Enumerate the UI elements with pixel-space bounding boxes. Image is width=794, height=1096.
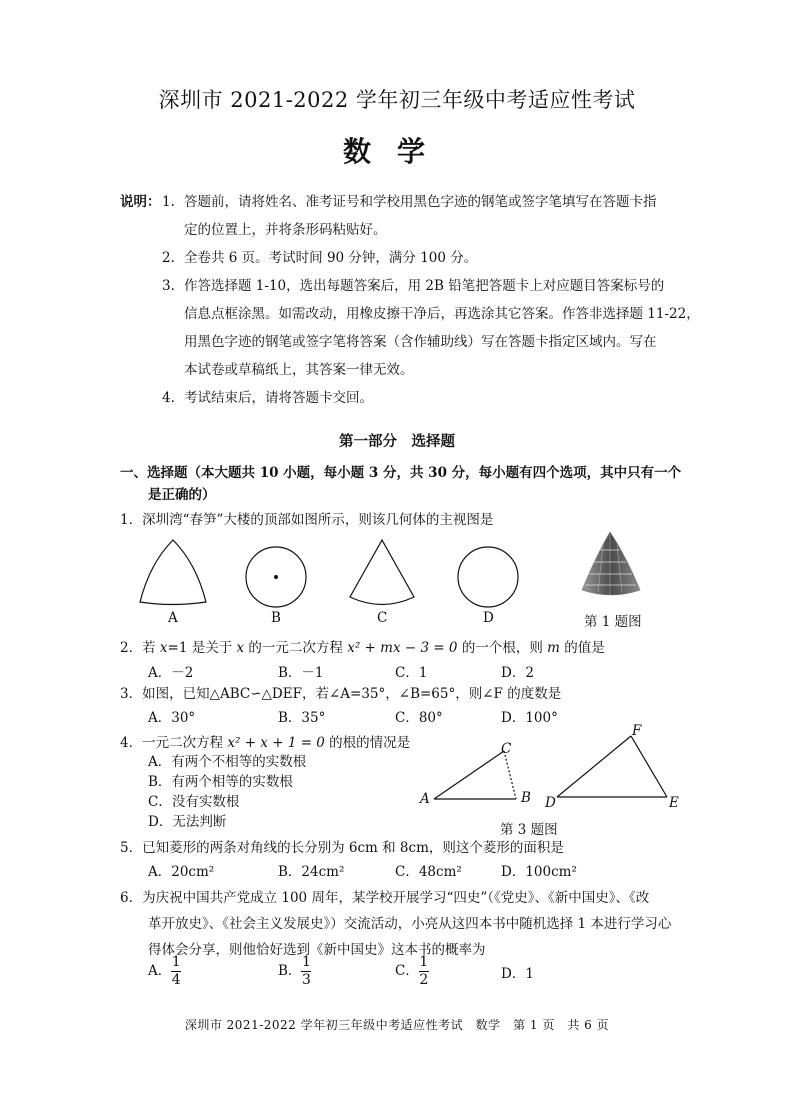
instruction-1-num: 1.	[162, 194, 175, 210]
q3-point-a: A	[420, 791, 430, 807]
q2-pre: 2．若	[120, 640, 160, 656]
q6-option-c-numerator: 1	[419, 954, 429, 970]
q2-end: 的值是	[559, 640, 605, 656]
q3-point-b: B	[521, 790, 531, 806]
q2-var-m: m	[547, 640, 560, 656]
q6-option-c-label: C．	[395, 963, 419, 979]
q6-option-d	[501, 962, 534, 982]
q3-point-d: D	[545, 795, 556, 811]
q4-option-b: B．有两个相等的实数根	[148, 774, 293, 790]
q6-option-d-label: D．	[501, 966, 526, 982]
q1-label-d: D	[483, 610, 494, 626]
q1-stem: 1．深圳湾“春笋”大楼的顶部如图所示，则该几何体的主视图是	[120, 512, 494, 528]
q1-label-b: B	[271, 610, 281, 626]
q3-option-c: C．80°	[395, 710, 443, 726]
q6-stem-line-2: 革开放史》、《社会主义发展史》）交流活动，小亮从这四本书中随机选择 1 本进行学习心	[148, 916, 672, 932]
subject-title: 数学	[342, 135, 451, 168]
q4-option-a: A．有两个不相等的实数根	[148, 754, 307, 770]
instruction-3-num: 3.	[162, 278, 175, 294]
q6-option-c	[395, 954, 429, 989]
q6-option-a-denominator: 4	[171, 972, 181, 988]
instruction-2-num: 2.	[162, 250, 175, 266]
instruction-3-line-3: 用黑色字迹的钢笔或签字笔将答案（含作辅助线）写在答题卡指定区域内。写在	[184, 334, 657, 350]
q3-side-bc	[504, 751, 516, 799]
q5-option-c: C．48cm²	[395, 864, 462, 880]
q6-option-c-denominator: 2	[419, 972, 429, 988]
q2-var-x: x	[159, 640, 168, 656]
q4-option-c: C．没有实数根	[148, 794, 240, 810]
part1-heading: 第一部分 选择题	[339, 433, 455, 450]
q6-stem-line-3: 得体会分享，则他恰好选到《新中国史》这本书的概率为	[148, 942, 486, 958]
q3-side-ac	[434, 751, 504, 799]
q4-option-d: D．无法判断	[148, 814, 227, 830]
q2-option-a: A．－2	[148, 665, 194, 681]
q6-option-b-numerator: 1	[301, 954, 311, 970]
q6-option-d-value: 1	[525, 966, 534, 982]
q3-point-f: F	[632, 723, 642, 739]
q6-option-b-denominator: 3	[301, 972, 311, 988]
q2-option-c: C．1	[395, 665, 428, 681]
q1-label-a: A	[168, 610, 178, 626]
q6-option-a	[148, 954, 181, 989]
q2-option-d: D．2	[501, 665, 534, 681]
q1-figure-caption: 第 1 题图	[584, 614, 642, 630]
q2-var-x2: x	[236, 640, 245, 656]
q5-option-d: D．100cm²	[501, 864, 577, 880]
instructions-label: 说明：	[120, 194, 161, 210]
instruction-3-line-1: 作答选择题 1-10，选出每题答案后，用 2B 铅笔把答题卡上对应题目答案标号的	[184, 278, 665, 294]
q2-mid: 的一元二次方程	[244, 640, 348, 656]
section1-heading-line-1: 一、选择题（本大题共 10 小题，每小题 3 分，共 30 分，每小题有四个选项，其中只有一个	[120, 465, 682, 481]
q2-equation: x² + mx − 3 = 0	[347, 640, 458, 656]
q2-post: 的一个根，则	[457, 640, 548, 656]
page-footer: 深圳市 2021-2022 学年初三年级中考适应性考试 数学 第 1 页 共 6 页	[184, 1018, 610, 1032]
q6-stem-line-1: 6．为庆祝中国共产党成立 100 周年，某学校开展学习“四史”（《党史》、《新中国史》、《改	[120, 890, 650, 906]
q2-option-b: B．－1	[278, 665, 324, 681]
exam-title: 深圳市 2021-2022 学年初三年级中考适应性考试	[158, 88, 636, 112]
q4-equation: x² + x + 1 = 0	[227, 735, 325, 751]
q3-option-a: A．30°	[148, 710, 196, 726]
q6-option-c-fraction	[419, 954, 429, 989]
q3-option-d: D．100°	[501, 710, 558, 726]
q2-eq1: =1 是关于	[167, 640, 237, 656]
q6-option-a-fraction	[171, 954, 181, 989]
q3-side-df	[557, 736, 631, 797]
q5-option-b: B．24cm²	[278, 864, 345, 880]
q3-point-e: E	[669, 795, 679, 811]
instruction-3-line-4: 本试卷或草稿纸上，其答案一律无效。	[184, 362, 414, 378]
q6-option-a-label: A．	[148, 963, 172, 979]
instruction-1-line-1: 答题前，请将姓名、准考证号和学校用黑色字迹的钢笔或签字笔填写在答题卡指	[184, 194, 657, 210]
q3-figure-caption: 第 3 题图	[500, 822, 558, 838]
instruction-1-line-2: 定的位置上，并将条形码粘贴好。	[184, 222, 387, 238]
instruction-2-line-1: 全卷共 6 页。考试时间 90 分钟，满分 100 分。	[184, 250, 478, 266]
q3-point-c: C	[501, 741, 512, 757]
q4-post: 的根的情况是	[324, 735, 411, 751]
q6-option-b	[278, 954, 311, 989]
q6-option-b-fraction	[301, 954, 311, 989]
instruction-4-line-1: 考试结束后，请将答题卡交回。	[184, 390, 373, 406]
q3-option-b: B．35°	[278, 710, 326, 726]
instruction-3-line-2: 信息点框涂黑。如需改动，用橡皮擦干净后，再选涂其它答案。作答非选择题 11-22，	[184, 306, 700, 322]
q6-option-a-numerator: 1	[171, 954, 181, 970]
q4-pre: 4．一元二次方程	[120, 735, 228, 751]
q5-option-a: A．20cm²	[148, 864, 215, 880]
q3-stem: 3．如图，已知△ABC∽△DEF，若∠A=35°，∠B=65°，则∠F 的度数是	[120, 686, 562, 702]
instruction-4-num: 4.	[162, 390, 175, 406]
q5-stem: 5．已知菱形的两条对角线的长分别为 6cm 和 8cm，则这个菱形的面积是	[120, 840, 564, 856]
q3-side-ef	[631, 736, 667, 797]
q6-option-b-label: B．	[278, 963, 302, 979]
section1-heading-line-2: 是正确的）	[148, 487, 216, 503]
q1-label-c: C	[377, 610, 388, 626]
